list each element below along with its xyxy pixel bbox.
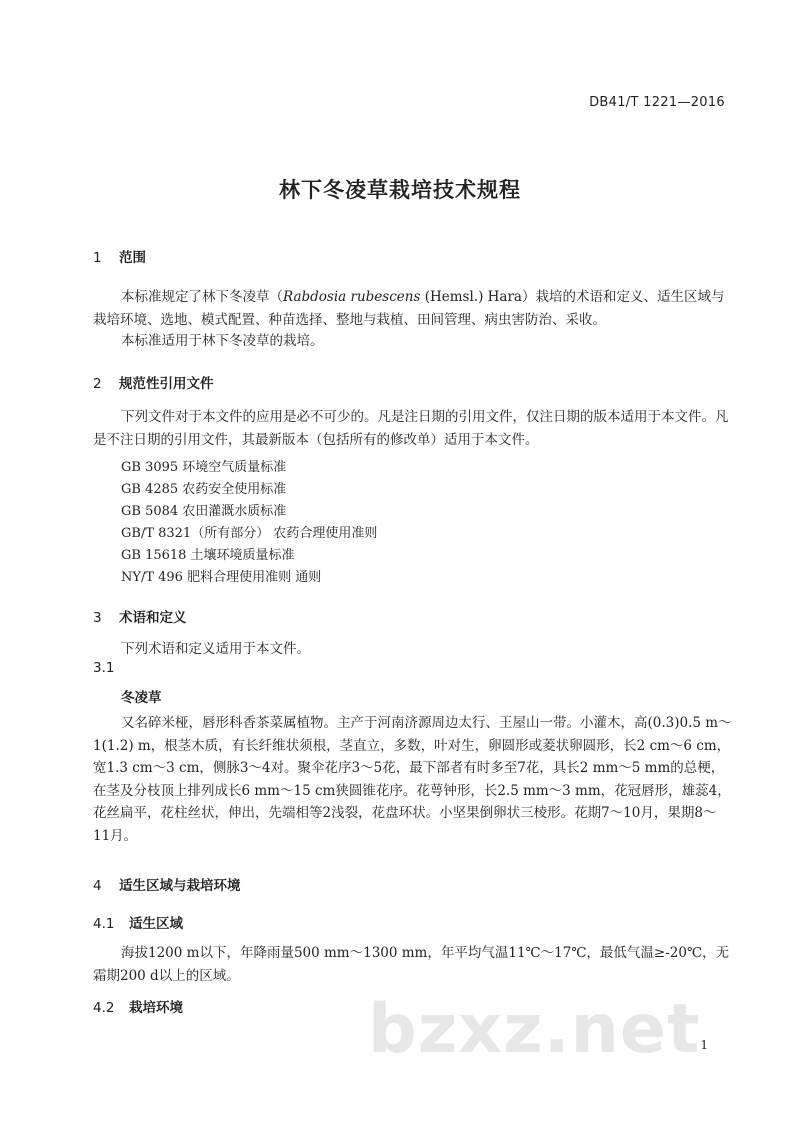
section-2-paragraph-1: 下列文件对于本文件的应用是必不可少的。凡是注日期的引用文件，仅注日期的版本适用于本文件。凡是不注日期的引用文件，其最新版本（包括所有的修改单）适用于本文件。 <box>93 409 729 448</box>
section-3-paragraph-1: 下列术语和定义适用于本文件。 <box>121 641 310 657</box>
section-title: 适生区域 <box>129 916 183 932</box>
section-1-heading <box>93 246 146 266</box>
section-number: 4.2 <box>93 1000 115 1016</box>
latin-name: Rabdosia rubescens <box>283 289 421 305</box>
scope-text-post: (Hemsl.) Hara）栽培的术语和定义、适生区域与栽培环境、选地、模式配置、种苗选择、整地与栽植、田间管理、病虫害防治、采收。 <box>93 289 725 328</box>
section-title: 规范性引用文件 <box>119 376 214 392</box>
standard-id: DB41/T 1221—2016 <box>589 95 725 110</box>
term-definition: 又名碎米桠，唇形科香茶菜属植物。主产于河南济源周边太行、王屋山一带。小灌木，高(0.3)0.5 m～1(1.2) m，根茎木质，有长纤维状须根，茎直立，多数，叶对生，卵圆形或菱状卵圆形，长2 cm～6 cm，宽1.3 cm～3 cm，侧脉3～4对。聚伞花序3～5花，最下部者有时多至7花，具长2 mm～5 mm的总梗，在茎及分枝顶上排列成长6 mm～15 cm狭圆锥花序。花萼钟形，长2.5 mm～3 mm，花冠唇形，雄蕊4，花丝扁平，花柱丝状，伸出，先端相等2浅裂，花盘环状。小坚果倒卵状三棱形。花期7～10月，果期8～11月。 <box>93 715 732 844</box>
reference-item: GB 3095 环境空气质量标准 <box>121 460 287 475</box>
reference-item: NY/T 496 肥料合理使用准则 通则 <box>121 570 322 585</box>
section-1-paragraph-1 <box>93 286 733 331</box>
reference-item: GB/T 8321（所有部分） 农药合理使用准则 <box>121 526 378 541</box>
section-title: 术语和定义 <box>119 610 187 626</box>
section-number: 4.1 <box>93 916 115 932</box>
reference-item: GB 15618 土壤环境质量标准 <box>121 548 295 563</box>
watermark: bzxz.net <box>368 990 701 1069</box>
section-title: 范围 <box>119 250 146 266</box>
section-4-heading <box>93 874 241 894</box>
subsection-4-1-heading <box>93 912 183 932</box>
section-title: 适生区域与栽培环境 <box>119 878 241 894</box>
reference-item: GB 5084 农田灌溉水质标准 <box>121 504 287 519</box>
section-number: 1 <box>93 250 102 266</box>
subsection-3-1-number: 3.1 <box>93 660 115 676</box>
subsection-4-2-heading <box>93 996 183 1016</box>
term-heading: 冬凌草 <box>121 690 162 706</box>
section-number: 2 <box>93 376 102 392</box>
reference-item: GB 4285 农药安全使用标准 <box>121 482 287 497</box>
page-number: 1 <box>700 1038 708 1052</box>
section-number: 4 <box>93 878 102 894</box>
section-2-heading <box>93 372 214 392</box>
scope-text-pre: 本标准规定了林下冬凌草（ <box>121 289 283 305</box>
section-1-paragraph-2: 本标准适用于林下冬凌草的栽培。 <box>121 333 324 349</box>
section-number: 3 <box>93 610 102 626</box>
subsection-4-1-text: 海拔1200 m以下，年降雨量500 mm～1300 mm，年平均气温11℃～17℃，最低气温≥-20℃，无霜期200 d以上的区域。 <box>93 945 730 984</box>
section-3-heading <box>93 606 187 626</box>
section-title: 栽培环境 <box>129 1000 183 1016</box>
document-title: 林下冬凌草栽培技术规程 <box>279 178 521 202</box>
